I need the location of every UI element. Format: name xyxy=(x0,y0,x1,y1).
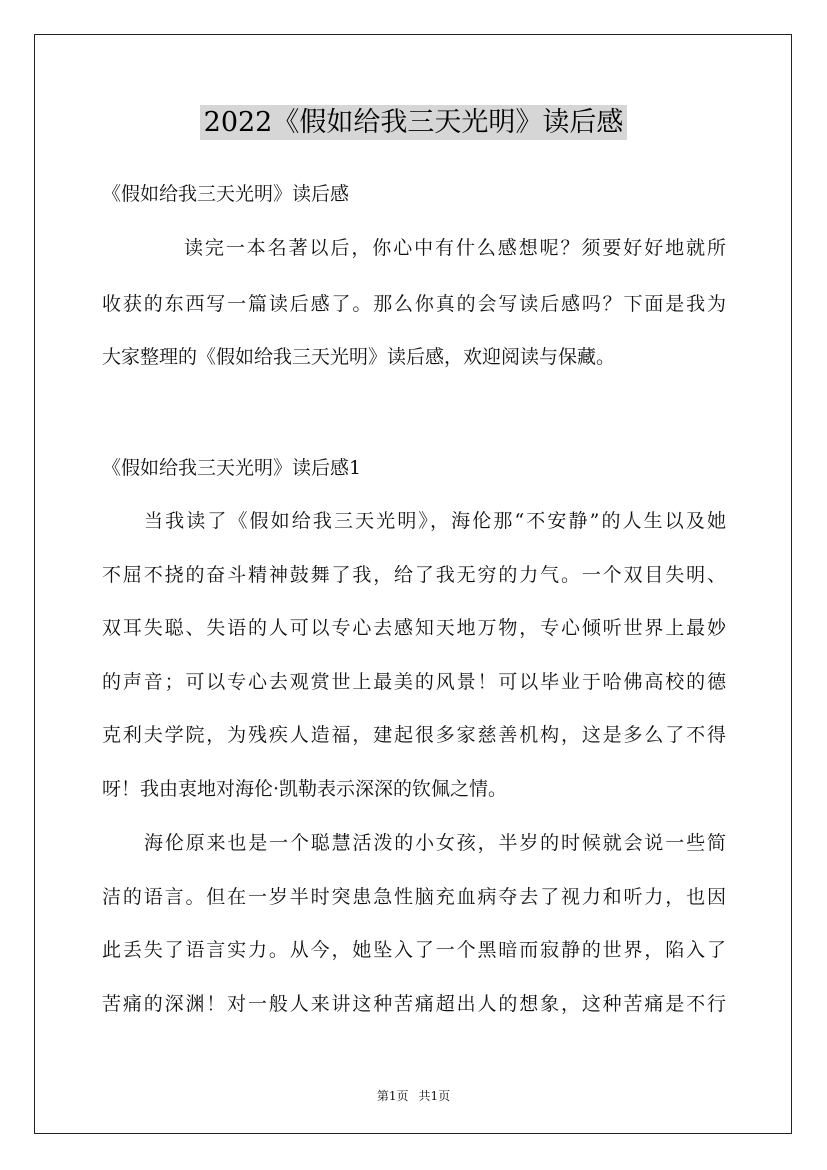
page-number: 第1页 xyxy=(376,1089,409,1103)
paragraph-line: 的声音；可以专心去观赏世上最美的风景！可以毕业于哈佛高校的德 xyxy=(102,671,726,693)
document-title: 2022《假如给我三天光明》读后感 xyxy=(0,100,827,139)
intro-line: 读完一本名著以后，你心中有什么感想呢？须要好好地就所 xyxy=(184,237,726,259)
document-subtitle: 《假如给我三天光明》读后感 xyxy=(102,183,350,205)
paragraph-line: 当我读了《假如给我三天光明》，海伦那“不安静”的人生以及她 xyxy=(144,510,726,532)
paragraph-line: 海伦原来也是一个聪慧活泼的小女孩，半岁的时候就会说一些简 xyxy=(144,832,726,854)
paragraph-line: 呀！我由衷地对海伦·凯勒表示深深的钦佩之情。 xyxy=(102,778,508,800)
page-footer xyxy=(0,1087,827,1104)
intro-line: 收获的东西写一篇读后感了。那么你真的会写读后感吗？下面是我为 xyxy=(102,293,726,315)
intro-line: 大家整理的《假如给我三天光明》读后感，欢迎阅读与保藏。 xyxy=(102,346,616,368)
paragraph-line: 洁的语言。但在一岁半时突患急性脑充血病夺去了视力和听力，也因 xyxy=(102,886,726,908)
paragraph-line: 苦痛的深渊！对一般人来讲这种苦痛超出人的想象，这种苦痛是不行 xyxy=(102,993,726,1015)
page-total: 共1页 xyxy=(418,1089,451,1103)
paragraph-line: 克利夫学院，为残疾人造福，建起很多家慈善机构，这是多么了不得 xyxy=(102,724,726,746)
paragraph-line: 双耳失聪、失语的人可以专心去感知天地万物，专心倾听世界上最妙 xyxy=(102,617,726,639)
paragraph-line: 此丢失了语言实力。从今，她坠入了一个黑暗而寂静的世界，陷入了 xyxy=(102,939,726,961)
paragraph-line: 不屈不挠的奋斗精神鼓舞了我，给了我无穷的力气。一个双目失明、 xyxy=(102,564,726,586)
section-heading: 《假如给我三天光明》读后感1 xyxy=(102,457,362,479)
